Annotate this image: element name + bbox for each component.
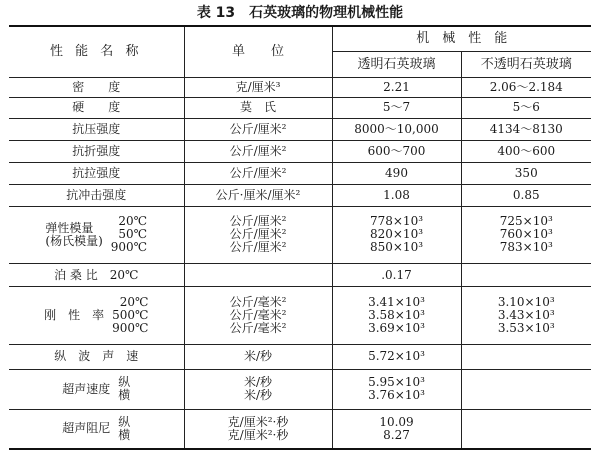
rigidity-o-2: 3.43×10³ [497,307,555,322]
row-compressive-opaque: 4134～8130 [461,118,591,140]
header-opaque: 不透明石英玻璃 [461,51,591,77]
row-tensile-opaque: 350 [461,162,591,184]
table-row [9,344,591,369]
table-row [9,369,591,409]
sound-speed-sub-1: 纵 [118,375,131,390]
row-impedance-name [9,409,184,449]
header-performance: 机 械 性 能 [332,26,591,51]
row-flexural-transparent: 600～700 [332,140,461,162]
row-longwave-transparent: 5.72×10³ [332,344,461,369]
rigidity-label: 刚 性 率 [44,307,105,322]
row-density-name: 密 度 [9,77,184,97]
rigidity-temp-2: 500℃ [112,307,149,322]
modulus-temp-2: 50℃ [118,227,148,242]
row-rigidity-name [9,287,184,345]
impedance-label: 超声阻尼 [62,421,111,436]
row-impedance-opaque [461,409,591,449]
row-hardness-opaque: 5～6 [461,97,591,118]
row-modulus-transparent [332,206,461,264]
table-row [9,77,591,97]
impedance-unit-1: 克/厘米²·秒 [227,414,289,429]
row-sound-speed-name [9,369,184,409]
row-tensile-name: 抗拉强度 [9,162,184,184]
impedance-sub-1: 纵 [118,414,131,429]
row-compressive-unit: 公斤/厘米² [184,118,332,140]
row-impedance-transparent [332,409,461,449]
rigidity-temp-3: 900℃ [112,320,149,335]
modulus-o-1: 725×10³ [499,214,553,229]
sound-speed-sub-2: 横 [118,388,131,403]
modulus-unit-3: 公斤/厘米² [229,240,287,255]
rigidity-t-1: 3.41×10³ [368,294,425,309]
row-density-unit: 克/厘米³ [184,77,332,97]
row-modulus-name [9,206,184,264]
row-sound-speed-opaque [461,369,591,409]
sound-speed-t-1: 5.95×10³ [368,375,425,390]
row-poisson-unit [184,264,332,287]
row-modulus-unit [184,206,332,264]
row-impact-opaque: 0.85 [461,184,591,206]
table-title: 表 13 石英玻璃的物理机械性能 [196,5,404,21]
rigidity-t-2: 3.58×10³ [368,307,425,322]
rigidity-t-3: 3.69×10³ [368,320,425,335]
modulus-o-3: 783×10³ [499,240,553,255]
table-row [9,118,591,140]
row-compressive-name: 抗压强度 [9,118,184,140]
modulus-t-1: 778×10³ [369,214,424,229]
rigidity-o-3: 3.53×10³ [497,320,555,335]
row-hardness-transparent: 5～7 [332,97,461,118]
modulus-o-2: 760×10³ [499,227,553,242]
row-longwave-unit: 米/秒 [184,344,332,369]
row-sound-speed-transparent [332,369,461,409]
row-compressive-transparent: 8000～10,000 [332,118,461,140]
row-tensile-transparent: 490 [332,162,461,184]
impedance-t-2: 8.27 [383,427,410,442]
row-longwave-name: 纵 波 声 速 [9,344,184,369]
sound-speed-unit-1: 米/秒 [243,375,273,390]
row-rigidity-opaque [461,287,591,345]
modulus-unit-1: 公斤/厘米² [229,214,287,229]
row-impedance-unit [184,409,332,449]
row-longwave-opaque [461,344,591,369]
impedance-t-1: 10.09 [379,414,414,429]
modulus-temp-1: 20℃ [118,214,148,229]
sound-speed-unit-2: 米/秒 [243,388,273,403]
row-impact-unit: 公斤·厘米/厘米² [184,184,332,206]
modulus-unit-2: 公斤/厘米² [229,227,287,242]
modulus-name-line1: 弹性模量 [45,220,94,235]
properties-table [9,25,591,450]
row-rigidity-transparent [332,287,461,345]
row-hardness-name: 硬 度 [9,97,184,118]
modulus-name-line2: (杨氏模量) [45,233,103,248]
row-density-transparent: 2.21 [332,77,461,97]
impedance-unit-2: 克/厘米²·秒 [227,427,289,442]
row-flexural-name: 抗折强度 [9,140,184,162]
rigidity-unit-2: 公斤/毫米² [229,307,287,322]
table-row [9,140,591,162]
row-poisson-opaque [461,264,591,287]
sound-speed-t-2: 3.76×10³ [368,388,425,403]
row-density-opaque: 2.06～2.184 [461,77,591,97]
header-property: 性 能 名 称 [9,26,184,77]
rigidity-unit-3: 公斤/毫米² [229,320,287,335]
table-row [9,97,591,118]
row-tensile-unit: 公斤/厘米² [184,162,332,184]
row-poisson-name: 泊 桑 比 20℃ [9,264,184,287]
modulus-t-2: 820×10³ [369,227,424,242]
row-flexural-unit: 公斤/厘米² [184,140,332,162]
table-row [9,264,591,287]
row-rigidity-unit [184,287,332,345]
table-row [9,287,591,345]
row-modulus-opaque [461,206,591,264]
sound-speed-label: 超声速度 [62,381,111,396]
table-row [9,206,591,264]
impedance-sub-2: 横 [118,427,131,442]
modulus-t-3: 850×10³ [369,240,424,255]
row-poisson-transparent: .0.17 [332,264,461,287]
table-row [9,184,591,206]
row-flexural-opaque: 400～600 [461,140,591,162]
row-impact-name: 抗冲击强度 [9,184,184,206]
table-row [9,162,591,184]
row-sound-speed-unit [184,369,332,409]
table-row [9,409,591,449]
rigidity-temp-1: 20℃ [119,294,149,309]
row-impact-transparent: 1.08 [332,184,461,206]
row-hardness-unit: 莫 氏 [184,97,332,118]
modulus-temp-3: 900℃ [110,240,148,255]
header-unit: 单 位 [184,26,332,77]
rigidity-o-1: 3.10×10³ [497,294,555,309]
rigidity-unit-1: 公斤/毫米² [229,294,287,309]
header-transparent: 透明石英玻璃 [332,51,461,77]
